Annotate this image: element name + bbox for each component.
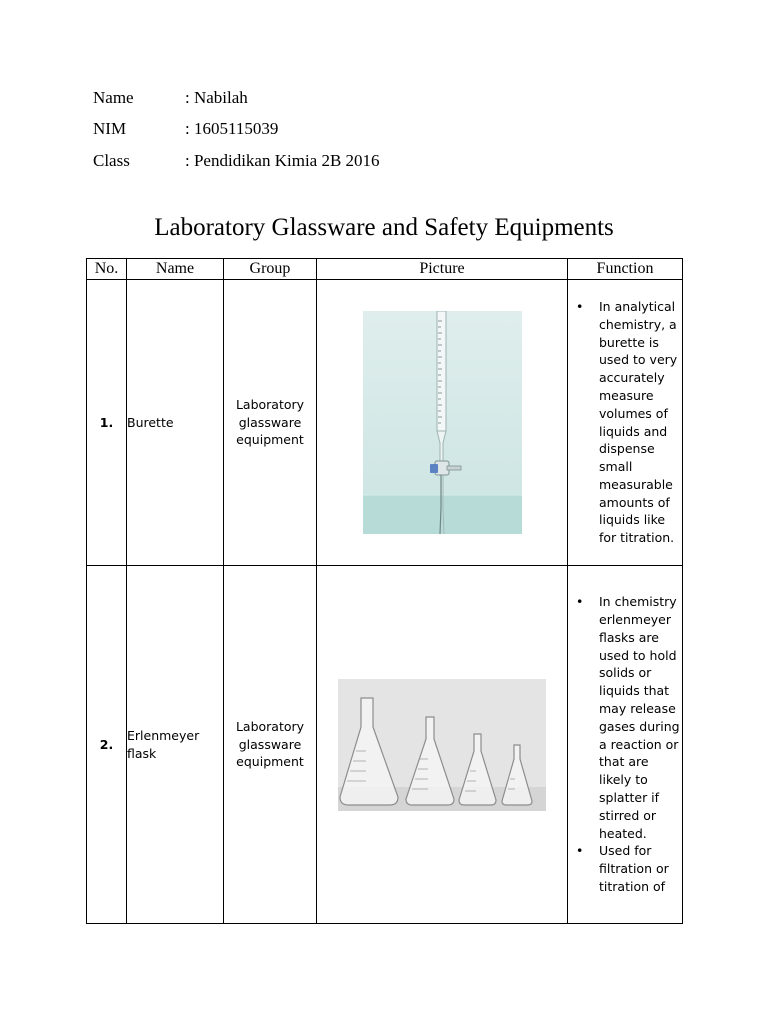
equipment-name: Burette	[127, 280, 224, 566]
class-label: Class	[93, 151, 130, 170]
function-text: In chemistry erlenmeyer flasks are used to hold solids or liquids that may release gases during a reaction or that are likely to splatter if stirred or heated.	[599, 594, 680, 841]
picture-cell	[317, 566, 568, 924]
equipment-name: Erlenmeyer flask	[127, 566, 224, 924]
function-list	[568, 298, 682, 547]
row-number: 2.	[87, 566, 127, 924]
bullet-icon: •	[576, 843, 584, 859]
burette-photo	[363, 311, 522, 534]
name-label: Name	[93, 88, 134, 107]
bullet-icon: •	[576, 594, 584, 610]
equipment-table	[86, 258, 683, 924]
header-name: Name	[127, 259, 224, 280]
header-function: Function	[568, 259, 683, 280]
function-text: Used for filtration or titration of	[599, 843, 669, 894]
table-row	[87, 566, 683, 924]
table-header-row	[87, 259, 683, 280]
header-no: No.	[87, 259, 127, 280]
function-list	[568, 593, 682, 896]
table-row	[87, 280, 683, 566]
function-cell	[568, 566, 683, 924]
nim-label: NIM	[93, 119, 127, 138]
function-item	[568, 842, 682, 895]
function-cell	[568, 280, 683, 566]
class-value: : Pendidikan Kimia 2B 2016	[185, 151, 380, 170]
document-title: Laboratory Glassware and Safety Equipments	[154, 214, 614, 241]
function-text: In analytical chemistry, a burette is used to very accurately measure volumes of liquids and dispense small measurable amounts of liquids like for titration.	[599, 298, 678, 546]
function-item	[568, 593, 682, 842]
picture-cell	[317, 280, 568, 566]
name-value: : Nabilah	[185, 88, 248, 107]
bullet-icon: •	[576, 298, 584, 314]
equipment-group: Laboratory glassware equipment	[224, 280, 317, 566]
header-group: Group	[224, 259, 317, 280]
header-picture: Picture	[317, 259, 568, 280]
function-item	[568, 298, 682, 547]
nim-value: : 1605115039	[185, 119, 279, 138]
row-number: 1.	[87, 280, 127, 566]
equipment-group: Laboratory glassware equipment	[224, 566, 317, 924]
erlenmeyer-flasks-photo	[338, 679, 546, 811]
